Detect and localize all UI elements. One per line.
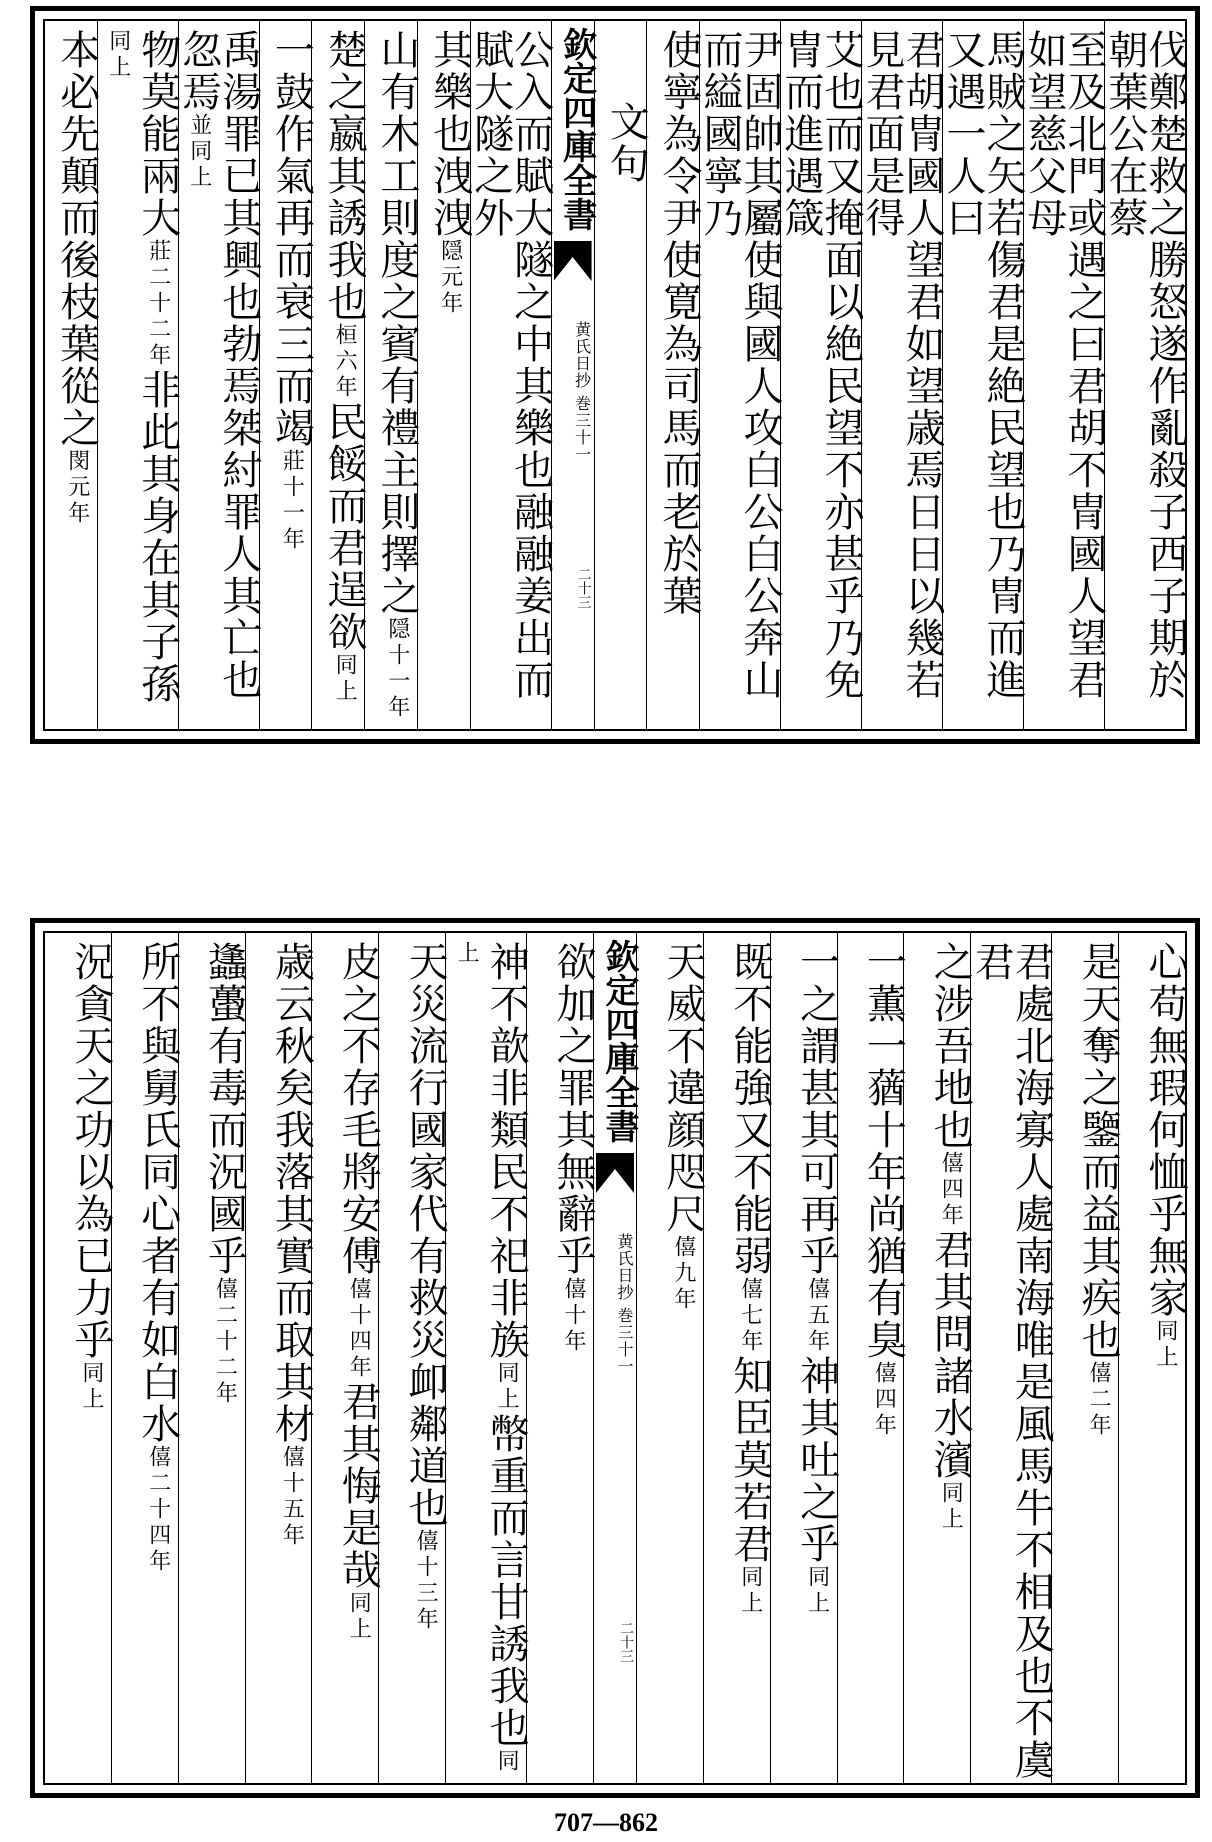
text-column: 是天奪之鑒而益其疾也僖二年 — [1051, 933, 1118, 1783]
text-column: 伐鄭楚救之勝怒遂作亂殺子西子期於朝葉公在蔡 — [1104, 21, 1185, 729]
fold-title: 欽定四庫全書 — [556, 27, 597, 231]
annotation: 並同上 — [186, 113, 212, 191]
page-bottom — [30, 918, 1200, 1798]
fold-volume: 黄氏日抄 巻三十一 — [572, 321, 592, 464]
text-column: 一薫一蕕十年尚猶有臭僖四年 — [837, 933, 904, 1783]
text-column: 神不歆非類民不祀非族同上幣重而言甘誘我也同上 — [445, 933, 526, 1783]
annotation: 僖二十四年 — [145, 1445, 171, 1575]
text-column: 皮之不存毛將安傅僖十四年君其悔是哉同上 — [311, 933, 378, 1783]
text-column: 君胡冑國人望君如望歳焉日日以幾若見君面是得 — [861, 21, 942, 729]
fold-center — [593, 933, 639, 1783]
annotation: 僖十三年 — [413, 1529, 439, 1633]
text-column: 況貪天之功以為已力乎同上 — [67, 941, 114, 1413]
text-column: 馬賊之矢若傷君是絶民望也乃冑而進又遇一人曰 — [942, 21, 1023, 729]
text-column: 使寧為令尹使寛為司馬而老於葉 — [646, 21, 699, 729]
text-column: 蠭蠆有毒而況國乎僖二十二年 — [178, 933, 245, 1783]
annotation: 同上 — [346, 1591, 372, 1643]
annotation: 莊十一年 — [279, 449, 305, 553]
annotation: 閔元年 — [64, 449, 90, 527]
text-column: 所不與舅氏同心者有如白水僖二十四年 — [111, 933, 178, 1783]
annotation: 同上 — [332, 653, 358, 705]
annotation: 僖二十二年 — [212, 1277, 238, 1407]
text-column: 尹固帥其屬使與國人攻白公白公奔山而縊國寧乃 — [699, 21, 780, 729]
annotation: 僖十四年 — [346, 1277, 372, 1381]
section-heading: 文句 — [594, 21, 647, 729]
annotation: 同上 — [938, 1481, 964, 1533]
annotation: 同上 — [737, 1565, 763, 1617]
fold-page-number: 二十三 — [617, 1621, 634, 1663]
annotation: 僖五年 — [804, 1277, 830, 1355]
fold-title: 欽定四庫全書 — [598, 939, 639, 1143]
annotation: 同上 — [454, 941, 520, 1775]
text-column: 欲加之罪其無辭乎僖十年 — [526, 933, 593, 1783]
fish-tail-mark — [596, 1153, 634, 1193]
page-top — [30, 6, 1200, 744]
annotation: 隠十一年 — [384, 617, 410, 721]
annotation: 同上 — [1153, 1319, 1178, 1371]
text-column: 歳云秋矣我落其實而取其材僖十五年 — [245, 933, 312, 1783]
text-column: 天威不違顔咫尺僖九年 — [636, 933, 703, 1783]
text-column: 楚之嬴其誘我也桓六年民餒而君逞欲同上 — [311, 21, 364, 729]
annotation: 僖四年 — [938, 1151, 964, 1229]
text-column: 既不能強又不能弱僖七年知臣莫若君同上 — [703, 933, 770, 1783]
fold-center — [551, 21, 597, 729]
page-bottom-frame — [43, 931, 1187, 1785]
annotation: 僖十五年 — [279, 1445, 305, 1549]
page-top-frame — [43, 19, 1187, 731]
annotation: 莊二十二年 — [145, 239, 171, 369]
annotation: 同上 — [105, 29, 131, 81]
text-column: 至及北門或遇之曰君胡不冑國人望君如望慈父母 — [1023, 21, 1104, 729]
text-column: 山有木工則度之賓有禮主則擇之隠十一年 — [364, 21, 417, 729]
text-column: 天災流行國家代有救災卹鄰道也僖十三年 — [378, 933, 445, 1783]
text-column: 本必先顛而後枝葉從之閔元年 — [53, 29, 100, 527]
text-column: 一鼓作氣再而衰三而竭莊十一年 — [259, 21, 312, 729]
annotation: 僖七年 — [737, 1277, 763, 1355]
text-column: 一之謂甚其可再乎僖五年神其吐之乎同上 — [770, 933, 837, 1783]
annotation: 僖二年 — [1086, 1361, 1112, 1439]
text-column: 心苟無瑕何恤乎無家同上 — [1118, 933, 1185, 1783]
text-column: 禹湯罪已其興也勃焉桀紂罪人其亡也忽焉並同上 — [178, 21, 259, 729]
annotation: 僖十年 — [560, 1277, 586, 1355]
fold-volume: 黄氏日抄 巻三十一 — [614, 1233, 634, 1376]
annotation: 桓六年 — [332, 323, 358, 401]
annotation: 僖九年 — [670, 1235, 696, 1313]
annotation: 同上 — [494, 1361, 520, 1413]
annotation: 同上 — [78, 1361, 104, 1413]
fish-tail-mark — [554, 241, 592, 281]
text-column: 君處北海寡人處南海唯是風馬牛不相及也不虞君 — [970, 933, 1051, 1783]
page-footer-number: 707—862 — [554, 1808, 658, 1837]
fold-page-number: 二十三 — [575, 567, 592, 609]
annotation: 同上 — [804, 1565, 830, 1617]
text-column: 艾也而又掩面以絶民望不亦甚乎乃免冑而進遇箴 — [780, 21, 861, 729]
text-column: 公入而賦大隧之中其樂也融融姜出而賦大隧之外 — [470, 21, 551, 729]
text-column: 其樂也洩洩隠元年 — [417, 21, 470, 729]
annotation: 僖四年 — [871, 1361, 897, 1439]
text-column: 之涉吾地也僖四年君其問諸水濱同上 — [903, 933, 970, 1783]
annotation: 隠元年 — [437, 239, 463, 317]
text-column: 物莫能兩大莊二十二年非此其身在其子孫同上 — [97, 21, 178, 729]
